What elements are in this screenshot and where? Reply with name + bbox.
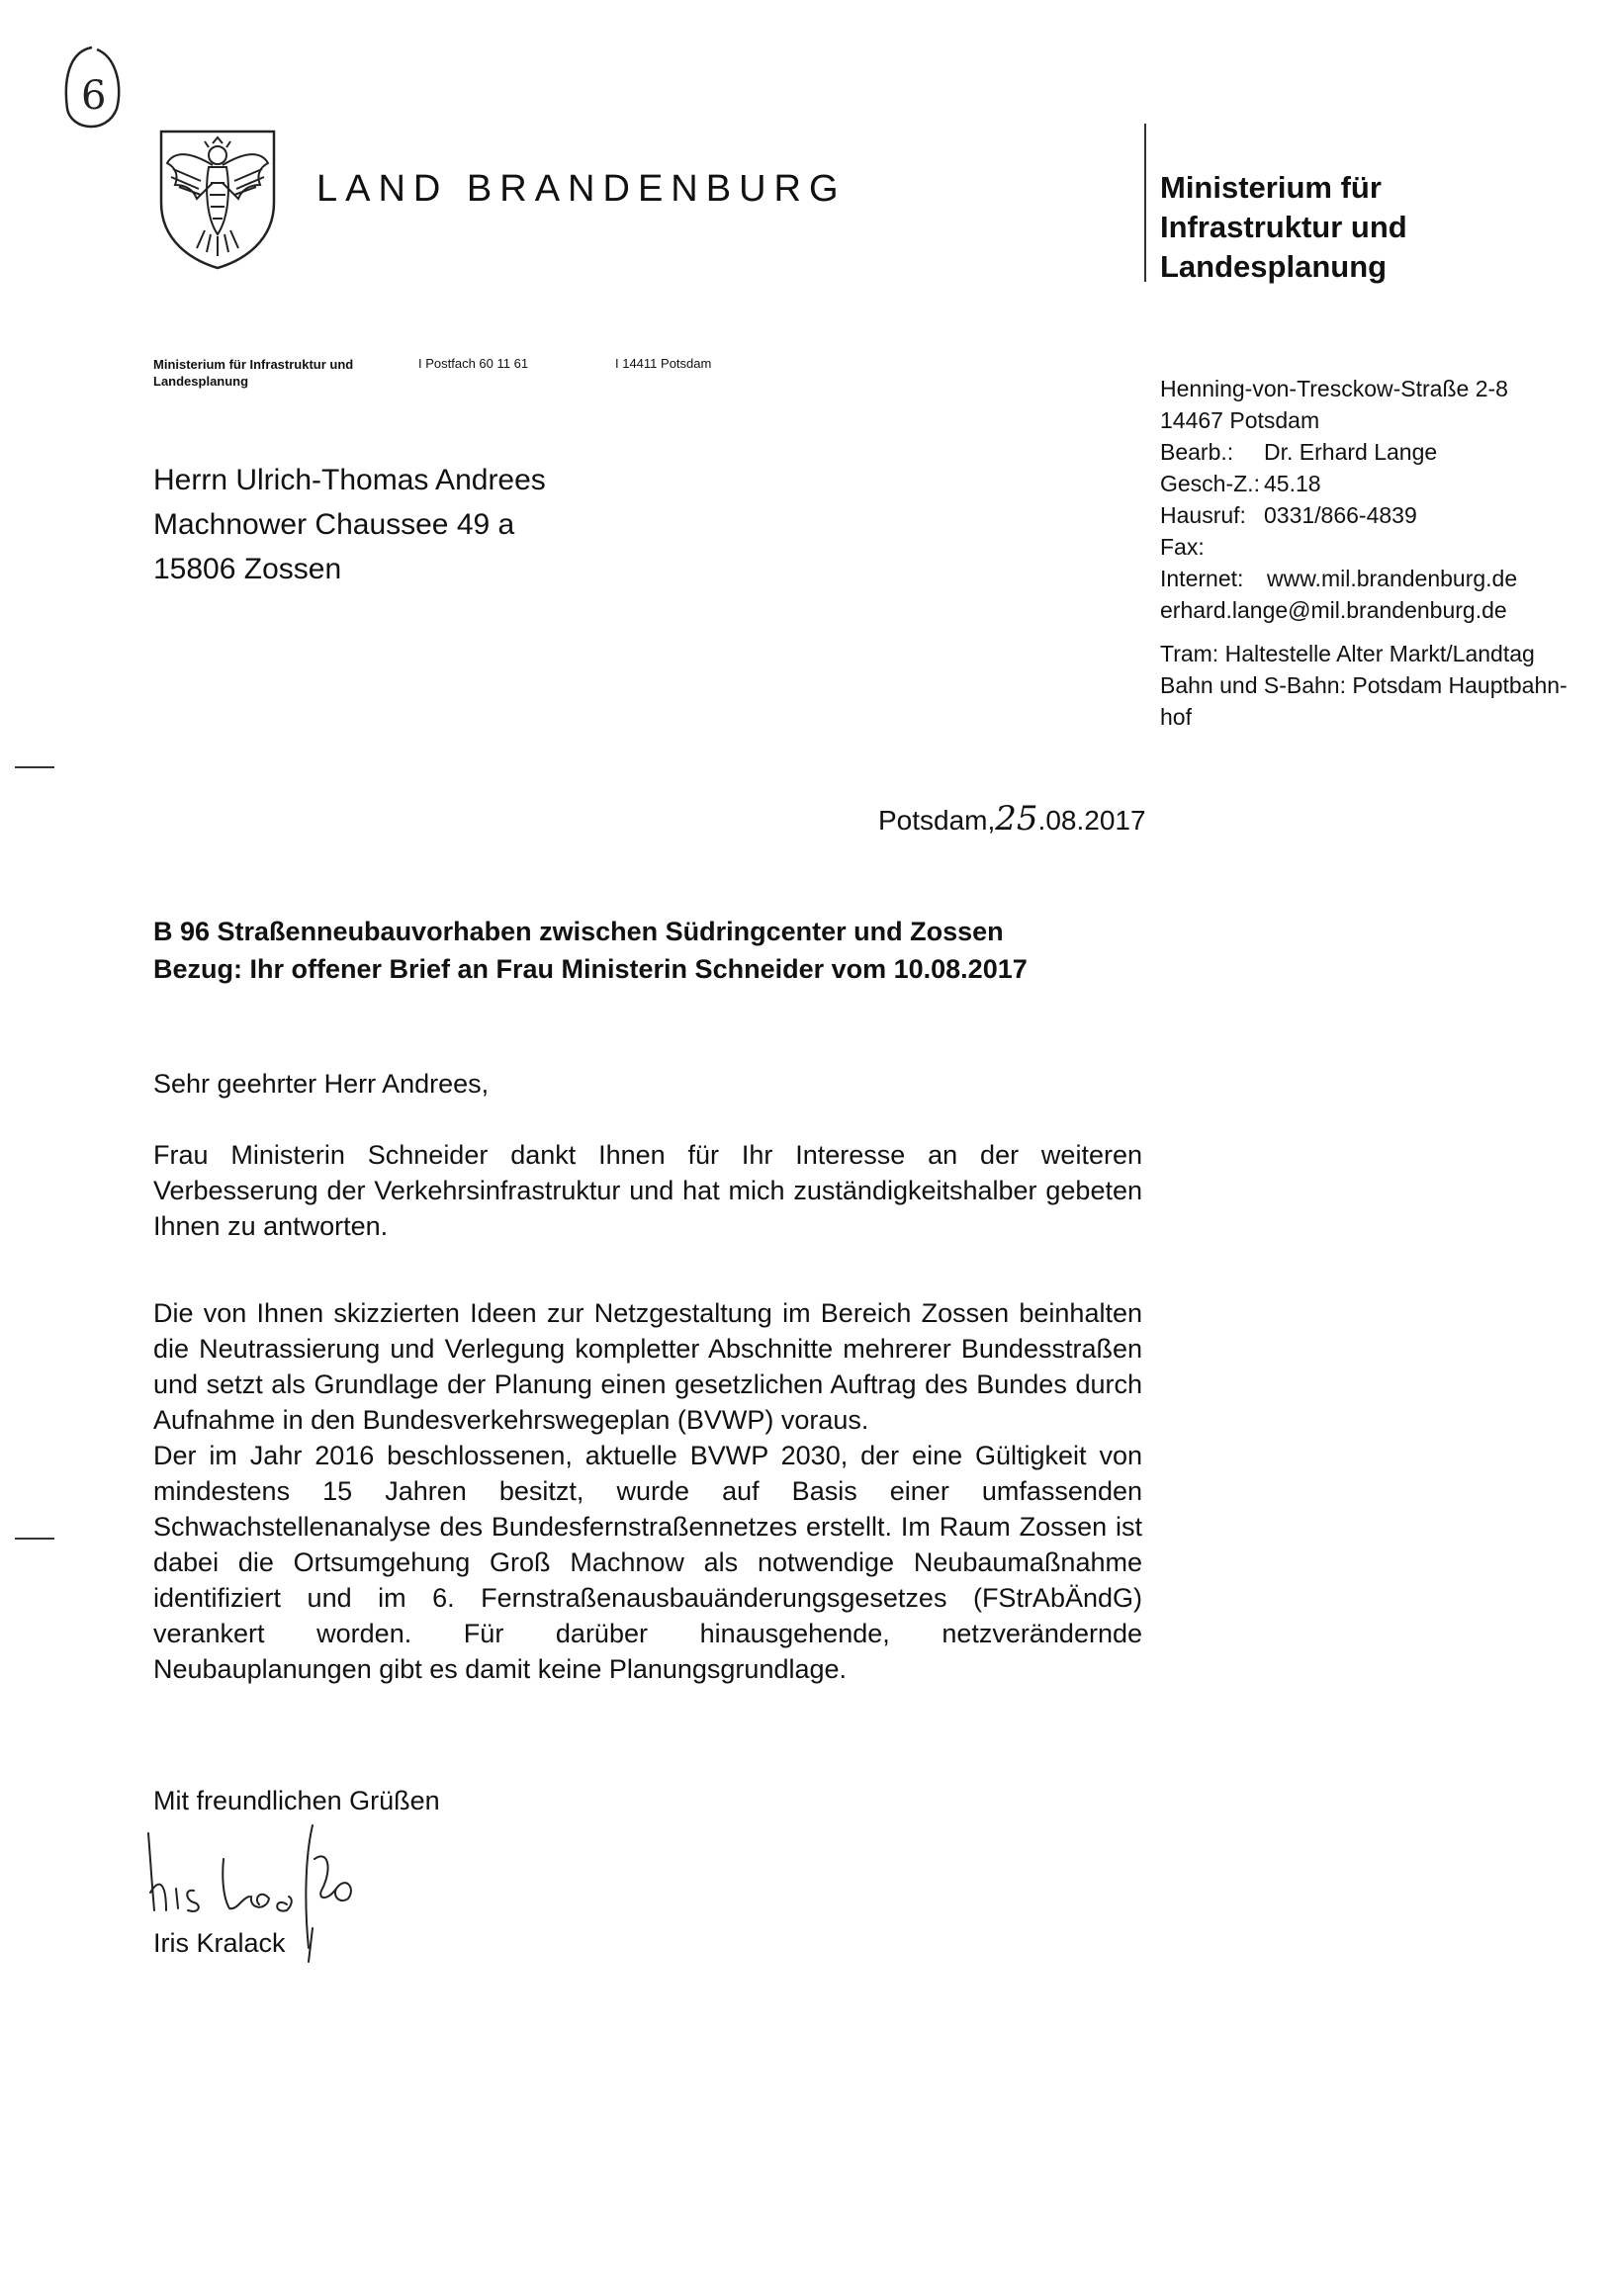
contact-bearb-label: Bearb.: [1160, 439, 1234, 465]
handwritten-annotation-icon [57, 40, 127, 138]
contact-street: Henning-von-Tresckow-Straße 2-8 [1160, 376, 1508, 401]
closing: Mit freundlichen Grüßen [153, 1786, 440, 1815]
contact-block [1160, 373, 1585, 733]
sender-ministry-line: Landesplanung [153, 374, 249, 389]
contact-fax-label: Fax: [1160, 534, 1205, 560]
recipient-city: 15806 Zossen [153, 553, 342, 585]
letter-subject [153, 913, 1028, 988]
contact-internet [1160, 563, 1585, 594]
body-paragraph [153, 1137, 1142, 1244]
contact-city: 14467 Potsdam [1160, 407, 1320, 433]
contact-gesch [1160, 468, 1585, 499]
contact-hausruf-label: Hausruf: [1160, 502, 1246, 528]
fold-mark [15, 766, 54, 768]
recipient-address [153, 458, 546, 591]
contact-email-link[interactable]: erhard.lange@mil.brandenburg.de [1160, 597, 1507, 623]
signer-name: Iris Kralack [153, 1928, 286, 1958]
sender-postfach: I Postfach 60 11 61 [418, 356, 529, 371]
sender-ministry [153, 356, 353, 390]
body-paragraph-text: Die von Ihnen skizzierten Ideen zur Netzgestaltung im Bereich Zossen beinhalten die Neutrassierung und Verlegung kompletter Abschnitte mehrerer Bundesstraßen und setzt als Grundlage der Planung einen gesetzlichen Auftrag des Bundes durch Aufnahme in den Bundesverkehrswegeplan (BVWP) voraus. [153, 1298, 1142, 1435]
contact-internet-link[interactable]: www.mil.brandenburg.de [1267, 566, 1518, 591]
contact-transit-line: hof [1160, 704, 1192, 730]
recipient-name: Herrn Ulrich-Thomas Andrees [153, 464, 546, 496]
reference-line: Bezug: Ihr offener Brief an Frau Ministerin Schneider vom 10.08.2017 [153, 954, 1028, 984]
annotation-number: 6 [81, 73, 107, 119]
date-rest: .08.2017 [1037, 805, 1146, 836]
ministry-name-line: Infrastruktur und [1160, 210, 1407, 244]
brandenburg-eagle-crest-icon [153, 124, 282, 272]
body-paragraph-text: Frau Ministerin Schneider dankt Ihnen für Ihr Interesse an der weiteren Verbesserung der Verkehrsinfrastruktur und hat mich zuständigkeitshalber gebeten Ihnen zu antworten. [153, 1140, 1142, 1241]
body-paragraph-text: Der im Jahr 2016 beschlossenen, aktuelle BVWP 2030, der eine Gültigkeit von mindestens 15 Jahren besitzt, wurde auf Basis einer umfassenden Schwachstellenanalyse des Bundesfernstraßennetzes erstellt. Im Raum Zossen ist dabei die Ortsumgehung Groß Machnow als notwendige Neubaumaßnahme identifiziert und im 6. Fernstraßenausbauänderungsgesetzes (FStrAbÄndG) verankert worden. Für darüber hinausgehende, netzverändernde Neubauplanungen gibt es damit keine Planungsgrundlage. [153, 1441, 1142, 1684]
contact-transit-line: Bahn und S-Bahn: Potsdam Hauptbahn- [1160, 672, 1568, 698]
body-paragraph [153, 1295, 1142, 1687]
contact-gesch-value: 45.18 [1264, 471, 1321, 496]
date-day-handwritten: 25 [995, 799, 1038, 839]
contact-fax [1160, 531, 1585, 563]
subject-line: B 96 Straßenneubauvorhaben zwischen Südringcenter und Zossen [153, 917, 1004, 946]
sender-city: I 14411 Potsdam [615, 356, 712, 371]
state-name: LAND BRANDENBURG [316, 168, 847, 210]
fold-mark [15, 1538, 54, 1540]
contact-transit-line: Tram: Haltestelle Alter Markt/Landtag [1160, 641, 1535, 666]
salutation: Sehr geehrter Herr Andrees, [153, 1069, 490, 1099]
contact-hausruf [1160, 499, 1585, 531]
sender-ministry-line: Ministerium für Infrastruktur und [153, 357, 354, 372]
header-divider [1144, 124, 1146, 282]
letter-date [878, 799, 1146, 839]
contact-gesch-label: Gesch-Z.: [1160, 471, 1260, 496]
contact-hausruf-value: 0331/866-4839 [1264, 502, 1417, 528]
contact-internet-label: Internet: [1160, 566, 1244, 591]
contact-bearb [1160, 436, 1585, 468]
ministry-name [1160, 168, 1407, 287]
date-place: Potsdam, [878, 805, 996, 836]
recipient-street: Machnower Chaussee 49 a [153, 508, 515, 541]
ministry-name-line: Ministerium für [1160, 170, 1382, 205]
ministry-name-line: Landesplanung [1160, 249, 1388, 284]
contact-bearb-value: Dr. Erhard Lange [1264, 439, 1438, 465]
